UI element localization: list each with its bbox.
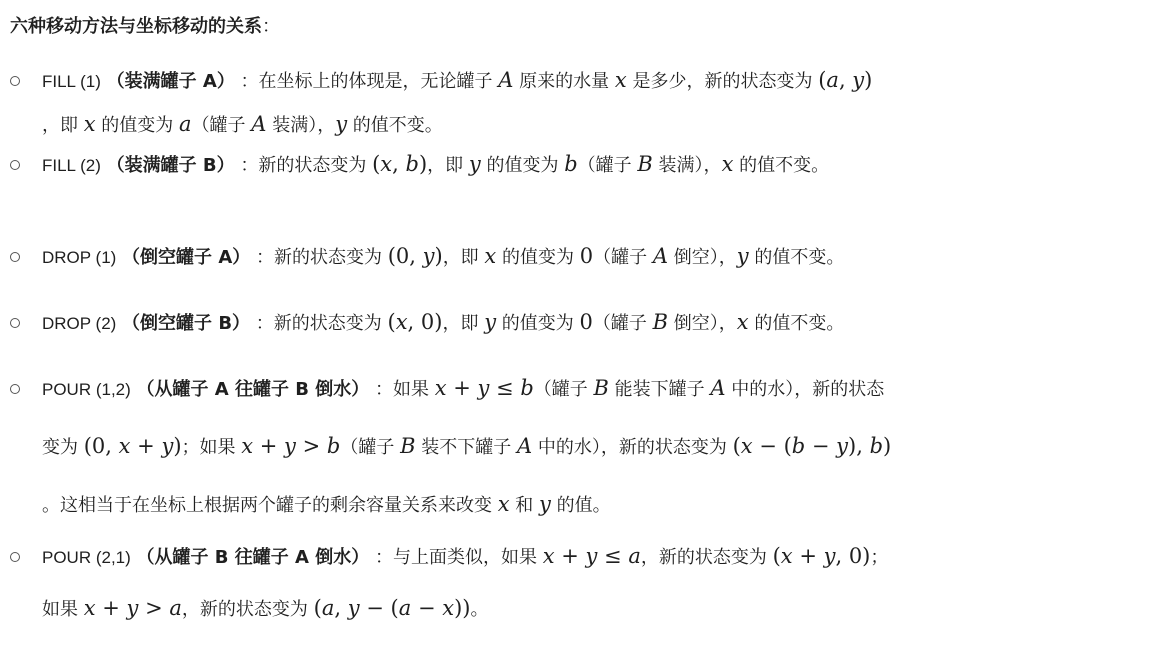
text-run: 装满）， — [266, 115, 336, 136]
math-variable: y — [585, 544, 598, 568]
text-run: （罐子 — [533, 379, 594, 400]
math-symbol: , 0) — [835, 544, 871, 568]
item-text — [42, 112, 443, 136]
text-run: 如果 — [42, 599, 84, 620]
item-line-2 — [42, 110, 443, 140]
method-title: （倒空罐子 B） — [122, 313, 251, 334]
item-line-2 — [42, 432, 891, 462]
math-variable: a — [398, 596, 412, 620]
item-text — [250, 310, 845, 334]
hollow-circle-bullet-icon — [10, 552, 20, 562]
math-variable: A — [498, 68, 514, 92]
math-symbol: + — [554, 544, 586, 568]
item-text — [42, 492, 611, 516]
heading-text: 六种移动方法与坐标移动的关系 — [10, 16, 262, 37]
math-symbol: + — [446, 376, 478, 400]
text-run: 的值不变。 — [347, 115, 443, 136]
math-variable: x — [83, 112, 96, 136]
math-variable: y — [468, 152, 481, 176]
math-symbol: ( — [732, 434, 741, 458]
math-variable: y — [284, 434, 296, 458]
text-run: ； — [870, 547, 889, 568]
math-variable: x — [497, 492, 510, 516]
math-symbol: , 0) — [407, 310, 443, 334]
math-variable: y — [477, 376, 490, 400]
math-symbol: , — [838, 68, 853, 92]
math-symbol: (0, — [387, 244, 423, 268]
text-run: 和 — [509, 495, 540, 516]
hollow-circle-bullet-icon — [10, 160, 20, 170]
math-variable: x — [721, 152, 734, 176]
hollow-circle-bullet-icon — [10, 318, 20, 328]
math-variable: x — [484, 244, 497, 268]
math-symbol: ≤ — [489, 376, 521, 400]
item-line-1 — [42, 150, 829, 180]
item-text — [42, 596, 489, 620]
math-variable: y — [823, 544, 836, 568]
item-line-1 — [42, 66, 872, 96]
math-variable: b — [326, 434, 341, 458]
text-run: ，新的状态变为 — [640, 547, 773, 568]
math-variable: x — [434, 376, 447, 400]
text-run: ，新的状态变为 — [181, 599, 314, 620]
text-run: 能装下罐子 — [608, 379, 711, 400]
math-symbol: ( — [372, 152, 381, 176]
text-run: 中的水），新的状态变为 — [532, 437, 733, 458]
math-variable: y — [126, 596, 139, 620]
item-line-1 — [42, 242, 844, 272]
text-run: 装满）， — [652, 155, 722, 176]
hollow-circle-bullet-icon — [10, 384, 20, 394]
text-run: ：新的状态变为 — [234, 155, 373, 176]
method-title: （倒空罐子 A） — [122, 247, 251, 268]
math-symbol: − — [411, 596, 443, 620]
method-code: POUR (2,1) — [42, 548, 131, 567]
text-run: 原来的水量 — [513, 71, 615, 92]
text-run: 变为 — [42, 437, 84, 458]
text-run: 的值变为 — [480, 155, 565, 176]
text-run: ：在坐标上的体现是，无论罐子 — [234, 71, 499, 92]
math-variable: B — [637, 152, 653, 176]
text-run: 是多少，新的状态变为 — [626, 71, 819, 92]
hollow-circle-bullet-icon — [10, 76, 20, 86]
math-variable: b — [869, 434, 884, 458]
heading-colon: ： — [262, 16, 280, 37]
text-run: 的值不变。 — [748, 313, 845, 334]
math-variable: a — [169, 596, 182, 620]
math-symbol: ) — [418, 152, 428, 176]
math-symbol: ( — [387, 310, 396, 334]
math-variable: A — [251, 112, 267, 136]
text-run: ，即 — [442, 247, 485, 268]
math-variable: y — [836, 434, 849, 458]
math-variable: x — [740, 434, 753, 458]
text-run: ：新的状态变为 — [250, 313, 388, 334]
math-variable: A — [652, 244, 668, 268]
text-run: ，即 — [42, 115, 84, 136]
item-line-1 — [42, 542, 888, 572]
math-variable: x — [442, 596, 455, 620]
math-variable: b — [405, 152, 419, 176]
item-line-1 — [42, 374, 884, 404]
item-text — [369, 544, 889, 568]
math-symbol: ( — [772, 544, 781, 568]
text-run: 倒空）， — [668, 247, 737, 268]
text-run: ，即 — [442, 313, 485, 334]
math-variable: B — [593, 376, 609, 400]
text-run: （罐子 — [577, 155, 638, 176]
math-symbol: + — [792, 544, 824, 568]
item-line-3 — [42, 490, 611, 520]
math-variable: y — [852, 68, 865, 92]
math-variable: A — [516, 434, 533, 458]
math-variable: y — [335, 112, 348, 136]
math-variable: b — [520, 376, 534, 400]
math-variable: y — [736, 244, 749, 268]
math-variable: y — [422, 244, 435, 268]
math-symbol: , — [334, 596, 348, 620]
math-variable: y — [539, 492, 551, 516]
math-variable: a — [321, 596, 335, 620]
math-symbol: − ( — [752, 434, 792, 458]
math-variable: x — [83, 596, 96, 620]
text-run: ：如果 — [369, 379, 435, 400]
math-symbol: 0 — [579, 310, 593, 334]
text-run: 。这相当于在坐标上根据两个罐子的剩余容量关系来改变 — [42, 495, 498, 516]
text-run: 的值变为 — [95, 115, 180, 136]
text-run: 倒空）， — [668, 313, 737, 334]
math-variable: B — [652, 310, 669, 334]
hollow-circle-bullet-icon — [10, 252, 20, 262]
math-symbol: ( — [818, 68, 827, 92]
math-symbol: > — [138, 596, 170, 620]
text-run: ：与上面类似，如果 — [369, 547, 543, 568]
math-symbol: ≤ — [597, 544, 629, 568]
math-symbol: ( — [313, 596, 322, 620]
math-variable: a — [179, 112, 192, 136]
math-symbol: ), — [848, 434, 870, 458]
text-run: （罐子 — [191, 115, 252, 136]
math-variable: x — [614, 68, 627, 92]
math-variable: x — [395, 310, 408, 334]
method-title: （装满罐子 B） — [106, 155, 235, 176]
item-text — [234, 152, 830, 176]
math-symbol: − ( — [359, 596, 399, 620]
math-variable: y — [161, 434, 174, 458]
math-variable: b — [791, 434, 806, 458]
math-symbol: ) — [434, 244, 443, 268]
math-variable: x — [736, 310, 749, 334]
text-run: ，即 — [427, 155, 469, 176]
math-symbol: + — [253, 434, 285, 458]
math-symbol: + — [95, 596, 127, 620]
method-code: DROP (2) — [42, 314, 117, 333]
math-variable: y — [347, 596, 360, 620]
math-symbol: ) — [173, 434, 182, 458]
math-symbol: > — [295, 434, 327, 458]
math-symbol: )) — [454, 596, 471, 620]
text-run: 中的水），新的状态 — [725, 379, 885, 400]
math-symbol: ) — [864, 68, 873, 92]
method-title: （从罐子 A 往罐子 B 倒水） — [136, 379, 370, 400]
section-heading — [10, 14, 280, 40]
item-text — [250, 244, 845, 268]
math-variable: a — [826, 68, 839, 92]
method-code: FILL (1) — [42, 72, 101, 91]
text-run: ：新的状态变为 — [250, 247, 388, 268]
text-run: （罐子 — [340, 437, 401, 458]
math-variable: A — [710, 376, 726, 400]
math-variable: B — [400, 434, 416, 458]
method-title: （从罐子 B 往罐子 A 倒水） — [136, 547, 370, 568]
math-symbol: , — [392, 152, 406, 176]
math-symbol: + — [130, 434, 162, 458]
math-variable: x — [542, 544, 555, 568]
method-code: POUR (1,2) — [42, 380, 131, 399]
item-line-1 — [42, 308, 844, 338]
text-run: 的值变为 — [496, 313, 580, 334]
text-run: （罐子 — [592, 313, 653, 334]
text-run: 的值不变。 — [733, 155, 830, 176]
text-run: （罐子 — [593, 247, 653, 268]
method-title: （装满罐子 A） — [106, 71, 235, 92]
item-text — [42, 434, 892, 458]
method-code: FILL (2) — [42, 156, 101, 175]
math-variable: b — [564, 152, 578, 176]
math-symbol: (0, — [83, 434, 119, 458]
math-variable: x — [780, 544, 793, 568]
text-run: 装不下罐子 — [415, 437, 517, 458]
method-code: DROP (1) — [42, 248, 117, 267]
text-run: 的值变为 — [496, 247, 580, 268]
item-text — [369, 376, 885, 400]
math-variable: x — [241, 434, 254, 458]
item-text — [234, 68, 873, 92]
math-variable: a — [628, 544, 641, 568]
item-line-2 — [42, 594, 488, 624]
text-run: ；如果 — [181, 437, 242, 458]
math-variable: x — [118, 434, 131, 458]
math-symbol: ) — [883, 434, 892, 458]
text-run: 。 — [470, 599, 489, 620]
text-run: 的值不变。 — [748, 247, 845, 268]
math-symbol: − — [805, 434, 837, 458]
math-variable: x — [380, 152, 393, 176]
text-run: 的值。 — [550, 495, 611, 516]
math-symbol: 0 — [579, 244, 594, 268]
math-variable: y — [484, 310, 497, 334]
